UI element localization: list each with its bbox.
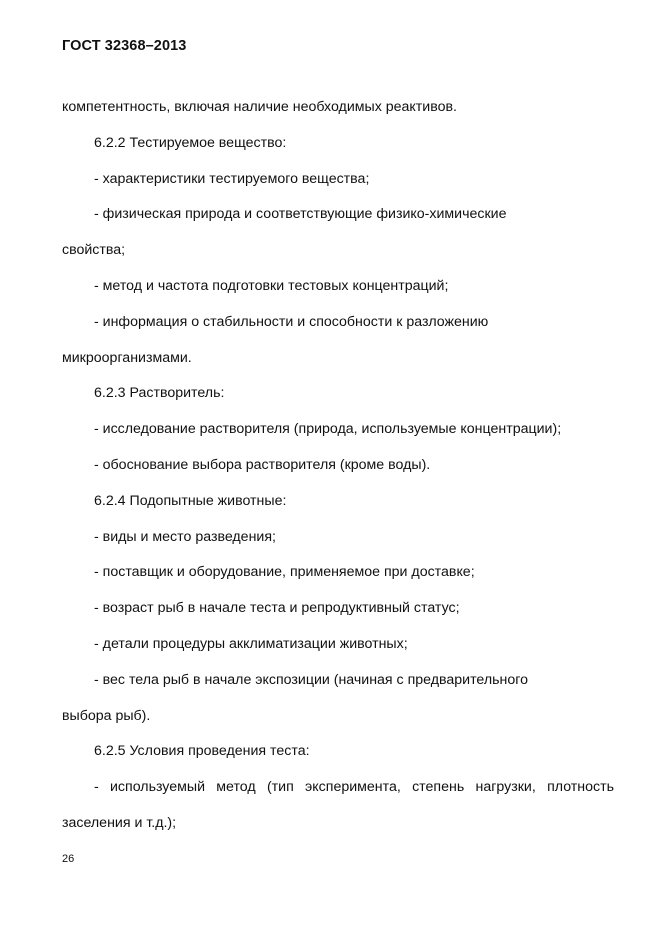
list-item: - физическая природа и соответствующие физико-химические [94,206,507,223]
list-item: - характеристики тестируемого вещества; [94,170,370,187]
text-line-continuation: микроорганизмами. [62,349,192,366]
list-item: - возраст рыб в начале теста и репродуктивный статус; [94,600,460,617]
section-heading-6-2-5: 6.2.5 Условия проведения теста: [94,743,310,760]
text-line-continuation: заселения и т.д.); [62,814,177,831]
section-heading-6-2-3: 6.2.3 Растворитель: [94,385,225,402]
document-header: ГОСТ 32368–2013 [62,38,187,54]
list-item: - используемый метод (тип эксперимента, степень нагрузки, плотность [94,779,614,796]
page-number: 26 [62,853,75,865]
text-line-continuation: выбора рыб). [62,707,151,724]
list-item: - информация о стабильности и способности к разложению [94,313,489,330]
list-item: - детали процедуры акклиматизации животных; [94,635,408,652]
text-line: компетентность, включая наличие необходимых реактивов. [62,99,457,115]
text-line-continuation: свойства; [62,242,126,259]
section-heading-6-2-2: 6.2.2 Тестируемое вещество: [94,134,287,151]
list-item: - поставщик и оборудование, применяемое при доставке; [94,564,475,581]
list-item: - исследование растворителя (природа, используемые концентрации); [94,421,562,438]
list-item: - виды и место разведения; [94,528,276,545]
list-item: - обоснование выбора растворителя (кроме воды). [94,456,431,473]
list-item: - метод и частота подготовки тестовых концентраций; [94,277,449,294]
list-item: - вес тела рыб в начале экспозиции (начиная с предварительного [94,671,528,688]
section-heading-6-2-4: 6.2.4 Подопытные животные: [94,492,287,509]
document-body [62,97,614,849]
